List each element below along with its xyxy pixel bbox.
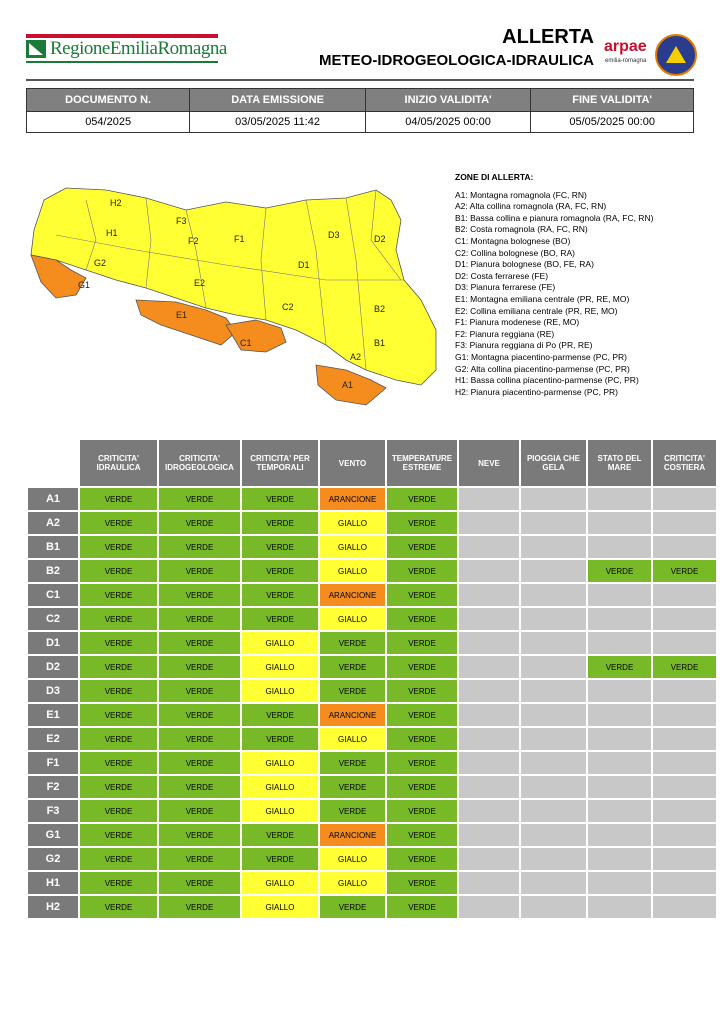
emission-date: 03/05/2025 11:42 (190, 112, 366, 133)
zone-label: C1 (28, 584, 78, 606)
alert-level-cell: VERDE (80, 608, 157, 630)
alert-level-cell: GIALLO (242, 752, 318, 774)
alert-level-cell (588, 536, 651, 558)
map-label: C1 (240, 338, 252, 348)
alert-level-cell (459, 584, 519, 606)
legend-item: C1: Montagna bolognese (BO) (455, 235, 571, 246)
grid-column-header: TEMPERATURE ESTREME (387, 440, 457, 486)
alert-level-cell: VERDE (242, 728, 318, 750)
alert-level-cell: VERDE (242, 536, 318, 558)
alert-level-cell: GIALLO (242, 800, 318, 822)
alert-level-cell (653, 824, 716, 846)
table-row (28, 512, 716, 534)
zone-label: G2 (28, 848, 78, 870)
alert-level-cell (588, 488, 651, 510)
alert-level-cell: VERDE (80, 536, 157, 558)
alert-level-cell (653, 536, 716, 558)
alert-level-cell: VERDE (387, 680, 457, 702)
alert-level-cell: VERDE (387, 584, 457, 606)
alert-level-cell (588, 584, 651, 606)
map-label: E1 (176, 310, 188, 320)
alert-level-cell: VERDE (320, 752, 385, 774)
alert-level-cell (521, 512, 586, 534)
alert-level-cell (459, 824, 519, 846)
alert-level-cell: VERDE (80, 776, 157, 798)
zone-label: D3 (28, 680, 78, 702)
alert-level-cell (459, 752, 519, 774)
table-row (28, 680, 716, 702)
map-label: F1 (234, 234, 245, 244)
zone-label: H2 (28, 896, 78, 918)
alert-level-cell (653, 752, 716, 774)
document-info-table (26, 88, 694, 133)
alert-level-cell (588, 704, 651, 726)
map-label: D2 (374, 234, 386, 244)
alert-level-cell (459, 848, 519, 870)
legend-title: ZONE DI ALLERTA: (455, 172, 534, 182)
alert-level-cell: VERDE (159, 632, 240, 654)
alert-level-cell (653, 584, 716, 606)
alert-level-cell: VERDE (159, 872, 240, 894)
table-row (28, 872, 716, 894)
legend-item: B1: Bassa collina e pianura romagnola (RA, FC, RN) (455, 212, 654, 223)
alert-level-cell: VERDE (653, 656, 716, 678)
map-label: F3 (176, 216, 187, 226)
zone-label: F2 (28, 776, 78, 798)
alert-level-cell: VERDE (387, 752, 457, 774)
alert-level-cell: VERDE (320, 800, 385, 822)
alert-level-cell: VERDE (80, 728, 157, 750)
alert-level-cell (521, 656, 586, 678)
table-row (28, 704, 716, 726)
alert-level-cell: VERDE (159, 536, 240, 558)
alert-level-cell: GIALLO (320, 560, 385, 582)
arpae-logo-sub: emilia-romagna (605, 58, 647, 64)
alert-level-cell: VERDE (320, 656, 385, 678)
regione-emilia-romagna-logo (26, 34, 227, 62)
alert-level-cell: VERDE (242, 584, 318, 606)
map-label: H2 (110, 198, 122, 208)
info-header: FINE VALIDITA' (531, 89, 694, 112)
map-label: E2 (194, 278, 206, 288)
alert-level-cell: VERDE (80, 584, 157, 606)
map-label: B2 (374, 304, 386, 314)
alert-level-cell: GIALLO (320, 512, 385, 534)
alert-level-cell (459, 872, 519, 894)
alert-level-cell: GIALLO (242, 896, 318, 918)
grid-column-header: CRITICITA' PER TEMPORALI (242, 440, 318, 486)
legend-item: F3: Pianura reggiana di Po (PR, RE) (455, 340, 593, 351)
grid-column-header: NEVE (459, 440, 519, 486)
alert-level-cell (588, 512, 651, 534)
alert-level-cell: VERDE (159, 680, 240, 702)
alert-level-cell: GIALLO (242, 656, 318, 678)
table-row (28, 536, 716, 558)
grid-column-header: VENTO (320, 440, 385, 486)
alert-level-cell (521, 632, 586, 654)
alert-level-cell: VERDE (242, 824, 318, 846)
alert-level-cell: VERDE (387, 896, 457, 918)
legend-item: E2: Collina emiliana centrale (PR, RE, MO) (455, 305, 618, 316)
alert-level-cell (588, 680, 651, 702)
legend-item: G1: Montagna piacentino-parmense (PC, PR) (455, 351, 627, 362)
alert-level-cell: VERDE (242, 512, 318, 534)
page-subtitle: METEO-IDROGEOLOGICA-IDRAULICA (319, 52, 594, 69)
alert-level-cell: VERDE (387, 560, 457, 582)
alert-level-cell: VERDE (159, 560, 240, 582)
alert-level-cell (521, 752, 586, 774)
alert-level-cell: VERDE (387, 728, 457, 750)
alert-level-cell: VERDE (387, 536, 457, 558)
table-row (28, 728, 716, 750)
alert-level-cell: VERDE (159, 584, 240, 606)
zone-label: B2 (28, 560, 78, 582)
alert-level-cell: VERDE (242, 704, 318, 726)
zone-legend (455, 172, 653, 398)
table-row (28, 560, 716, 582)
alert-level-cell (588, 872, 651, 894)
alert-level-cell: VERDE (653, 560, 716, 582)
alert-level-cell (459, 728, 519, 750)
alert-level-cell: GIALLO (242, 872, 318, 894)
zone-label: A1 (28, 488, 78, 510)
page-title: ALLERTA (502, 26, 594, 48)
alert-level-cell: VERDE (80, 824, 157, 846)
zone-label: A2 (28, 512, 78, 534)
alert-level-cell: VERDE (387, 800, 457, 822)
map-label: D3 (328, 230, 340, 240)
alert-level-cell: VERDE (159, 800, 240, 822)
alert-level-cell: VERDE (80, 488, 157, 510)
map-label: A1 (342, 380, 354, 390)
alert-level-cell: VERDE (242, 560, 318, 582)
grid-column-header: CRITICITA' COSTIERA (653, 440, 716, 486)
legend-item: C2: Collina bolognese (BO, RA) (455, 247, 576, 258)
alert-level-cell (459, 488, 519, 510)
alert-level-cell (459, 560, 519, 582)
info-header: DOCUMENTO N. (27, 89, 190, 112)
alert-level-cell: VERDE (159, 656, 240, 678)
alert-level-cell (588, 632, 651, 654)
alert-level-cell (459, 512, 519, 534)
legend-item: F2: Pianura reggiana (RE) (455, 328, 555, 339)
alert-level-cell (521, 584, 586, 606)
alert-level-cell: VERDE (80, 560, 157, 582)
alert-level-cell: VERDE (387, 632, 457, 654)
alert-level-cell (521, 608, 586, 630)
table-row (28, 488, 716, 510)
alert-zones-map (26, 170, 446, 415)
table-row (28, 848, 716, 870)
alert-level-cell (653, 776, 716, 798)
alert-level-cell: VERDE (387, 488, 457, 510)
alert-level-cell (521, 560, 586, 582)
alert-level-cell (521, 776, 586, 798)
alert-level-cell: VERDE (80, 848, 157, 870)
map-yellow-zones (31, 188, 436, 385)
alert-level-cell (521, 848, 586, 870)
alert-level-cell (521, 488, 586, 510)
alert-level-cell (653, 512, 716, 534)
alert-level-cell (653, 728, 716, 750)
grid-column-header: STATO DEL MARE (588, 440, 651, 486)
alert-level-cell: VERDE (387, 656, 457, 678)
alert-level-cell: VERDE (387, 608, 457, 630)
grid-column-header: PIOGGIA CHE GELA (521, 440, 586, 486)
table-row (28, 608, 716, 630)
alert-level-cell: VERDE (80, 680, 157, 702)
alert-level-cell (653, 632, 716, 654)
zone-label: D2 (28, 656, 78, 678)
alert-level-cell (459, 896, 519, 918)
alert-level-cell: VERDE (159, 824, 240, 846)
alert-level-cell: VERDE (159, 896, 240, 918)
brand-name: RegioneEmiliaRomagna (50, 38, 227, 59)
protezione-civile-seal-icon (655, 34, 697, 76)
alert-level-cell (653, 680, 716, 702)
validity-start: 04/05/2025 00:00 (365, 112, 530, 133)
map-label: B1 (374, 338, 386, 348)
legend-item: D2: Costa ferrarese (FE) (455, 270, 549, 281)
alert-level-cell (459, 656, 519, 678)
alert-level-cell: VERDE (159, 728, 240, 750)
alert-level-cell (588, 608, 651, 630)
alert-level-cell: VERDE (387, 848, 457, 870)
alert-level-cell (459, 608, 519, 630)
map-label: D1 (298, 260, 310, 270)
grid-column-header: CRITICITA' IDRAULICA (80, 440, 157, 486)
alert-level-cell (588, 824, 651, 846)
alert-level-cell (653, 488, 716, 510)
alert-level-cell: VERDE (242, 848, 318, 870)
legend-item: A1: Montagna romagnola (FC, RN) (455, 189, 587, 200)
alert-level-cell: VERDE (80, 512, 157, 534)
legend-item: H2: Pianura piacentino-parmense (PC, PR) (455, 386, 618, 397)
alert-level-cell: VERDE (588, 560, 651, 582)
grid-corner (28, 440, 78, 486)
zone-label: F3 (28, 800, 78, 822)
alert-level-cell (459, 704, 519, 726)
alert-level-cell (521, 704, 586, 726)
alert-level-cell: VERDE (159, 512, 240, 534)
alert-level-cell (521, 536, 586, 558)
info-header: DATA EMISSIONE (190, 89, 366, 112)
alert-level-cell (459, 776, 519, 798)
zone-label: B1 (28, 536, 78, 558)
legend-item: H1: Bassa collina piacentino-parmense (PC, PR) (455, 375, 639, 386)
legend-item: E1: Montagna emiliana centrale (PR, RE, MO) (455, 293, 630, 304)
alert-level-cell: VERDE (80, 752, 157, 774)
alert-grid-table (26, 438, 718, 920)
legend-item: F1: Pianura modenese (RE, MO) (455, 317, 580, 328)
alert-level-cell (653, 800, 716, 822)
legend-item: D3: Pianura ferrarese (FE) (455, 282, 556, 293)
info-header: INIZIO VALIDITA' (365, 89, 530, 112)
table-row (28, 632, 716, 654)
alert-level-cell (521, 680, 586, 702)
alert-level-cell (588, 848, 651, 870)
table-row (28, 896, 716, 918)
map-label: H1 (106, 228, 118, 238)
alert-level-cell: GIALLO (242, 632, 318, 654)
alert-level-cell (521, 824, 586, 846)
alert-level-cell: VERDE (588, 656, 651, 678)
table-row (28, 824, 716, 846)
zone-label: E2 (28, 728, 78, 750)
table-row (28, 752, 716, 774)
alert-level-cell: VERDE (387, 512, 457, 534)
zone-label: C2 (28, 608, 78, 630)
alert-level-cell: GIALLO (320, 872, 385, 894)
zone-label: E1 (28, 704, 78, 726)
alert-level-cell: VERDE (159, 776, 240, 798)
alert-level-cell: ARANCIONE (320, 584, 385, 606)
alert-level-cell: GIALLO (320, 608, 385, 630)
alert-level-cell (521, 728, 586, 750)
alert-level-cell (459, 800, 519, 822)
table-row (28, 584, 716, 606)
alert-level-cell: VERDE (80, 800, 157, 822)
alert-level-cell: VERDE (387, 824, 457, 846)
alert-level-cell: VERDE (320, 632, 385, 654)
alert-level-cell: VERDE (159, 848, 240, 870)
alert-level-cell: VERDE (387, 776, 457, 798)
zone-label: H1 (28, 872, 78, 894)
alert-level-cell: GIALLO (320, 536, 385, 558)
alert-level-cell (588, 896, 651, 918)
grid-column-header: CRITICITA' IDROGEOLOGICA (159, 440, 240, 486)
alert-level-cell: ARANCIONE (320, 704, 385, 726)
table-row (28, 776, 716, 798)
alert-level-cell (521, 896, 586, 918)
validity-end: 05/05/2025 00:00 (531, 112, 694, 133)
legend-item: A2: Alta collina romagnola (RA, FC, RN) (455, 201, 607, 212)
alert-level-cell: VERDE (159, 704, 240, 726)
header-divider (26, 79, 694, 81)
alert-level-cell (459, 632, 519, 654)
legend-item: G2: Alta collina piacentino-parmense (PC, PR) (455, 363, 630, 374)
alert-level-cell: VERDE (387, 872, 457, 894)
alert-level-cell (588, 776, 651, 798)
alert-level-cell: GIALLO (242, 776, 318, 798)
zone-label: G1 (28, 824, 78, 846)
alert-level-cell (653, 848, 716, 870)
map-label: G2 (94, 258, 107, 268)
alert-level-cell: VERDE (159, 752, 240, 774)
arpae-logo: arpae (604, 38, 647, 55)
alert-level-cell (653, 872, 716, 894)
alert-level-cell (588, 752, 651, 774)
alert-level-cell: VERDE (80, 632, 157, 654)
alert-level-cell: VERDE (320, 680, 385, 702)
map-zone-c1-orange (226, 320, 286, 352)
document-number: 054/2025 (27, 112, 190, 133)
map-label: F2 (188, 236, 199, 246)
alert-level-cell: VERDE (242, 488, 318, 510)
region-flag-icon (26, 40, 46, 58)
map-label: G1 (78, 280, 91, 290)
alert-level-cell: VERDE (80, 872, 157, 894)
alert-level-cell (521, 872, 586, 894)
table-row (28, 800, 716, 822)
alert-level-cell: ARANCIONE (320, 488, 385, 510)
alert-level-cell: VERDE (242, 608, 318, 630)
alert-level-cell: VERDE (159, 608, 240, 630)
alert-level-cell: GIALLO (242, 680, 318, 702)
alert-level-cell (653, 608, 716, 630)
alert-level-cell: GIALLO (320, 728, 385, 750)
alert-level-cell (653, 896, 716, 918)
zone-label: D1 (28, 632, 78, 654)
alert-level-cell: VERDE (159, 488, 240, 510)
alert-level-cell: VERDE (320, 776, 385, 798)
alert-level-cell (521, 800, 586, 822)
alert-level-cell: GIALLO (320, 848, 385, 870)
legend-item: D1: Pianura bolognese (BO, FE, RA) (455, 259, 594, 270)
map-label: C2 (282, 302, 294, 312)
alert-level-cell (588, 728, 651, 750)
alert-level-cell (459, 680, 519, 702)
alert-level-cell: VERDE (80, 656, 157, 678)
alert-level-cell: VERDE (387, 704, 457, 726)
zone-label: F1 (28, 752, 78, 774)
alert-level-cell: VERDE (80, 896, 157, 918)
alert-level-cell (459, 536, 519, 558)
alert-level-cell (653, 704, 716, 726)
legend-item: B2: Costa romagnola (RA, FC, RN) (455, 224, 588, 235)
alert-level-cell: VERDE (320, 896, 385, 918)
table-row (28, 656, 716, 678)
map-label: A2 (350, 352, 362, 362)
alert-level-cell (588, 800, 651, 822)
alert-level-cell: VERDE (80, 704, 157, 726)
alert-level-cell: ARANCIONE (320, 824, 385, 846)
